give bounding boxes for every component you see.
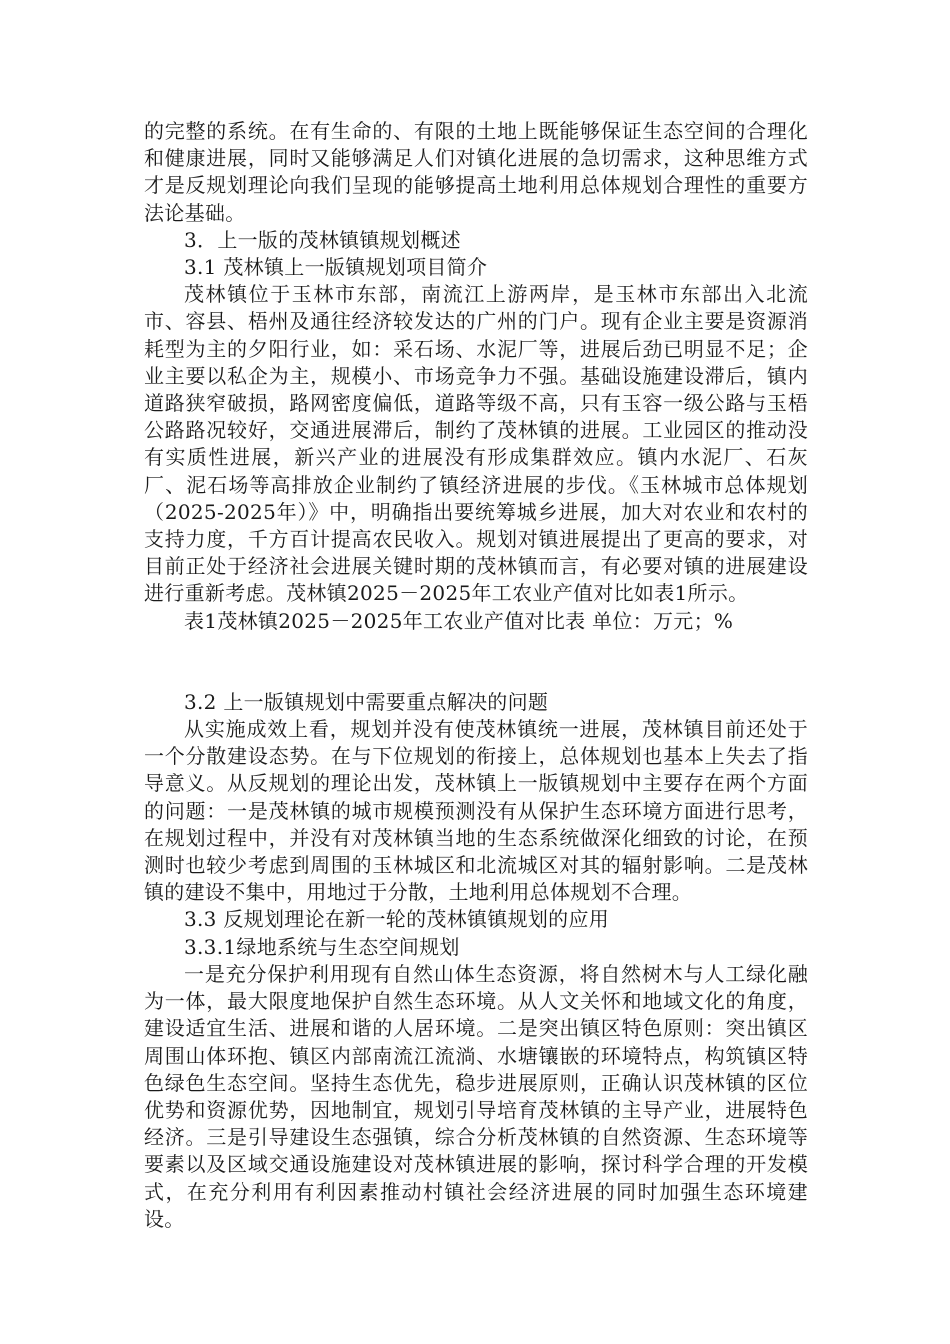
section-3-1-heading: 3.1 茂林镇上一版镇规划项目简介 (184, 255, 488, 280)
section-3-3-heading: 3.3 反规划理论在新一轮的茂林镇镇规划的应用 (184, 907, 610, 932)
section-3-3-1-heading: 3.3.1绿地系统与生态空间规划 (184, 934, 460, 959)
table-1-caption: 表1茂林镇2025－2025年工农业产值对比表 单位：万元；% (184, 608, 734, 633)
table-placeholder (144, 635, 808, 689)
document-page (144, 118, 808, 1233)
section-3-2-heading: 3.2 上一版镇规划中需要重点解决的问题 (184, 689, 549, 714)
section-3-3-1-paragraph: 一是充分保护利用现有自然山体生态资源，将自然树木与人工绿化融为一体，最大限度地保护自然生态环境。从人文关怀和地域文化的角度，建设适宜生活、进展和谐的人居环境。二是突出镇区特色原则：突出镇区周围山体环抱、镇区内部南流江流淌、水塘镶嵌的环境特点，构筑镇区特色绿色生态空间。坚持生态优先，稳步进展原则，正确认识茂林镇的区位优势和资源优势，因地制宜，规划引导培育茂林镇的主导产业，进展特色经济。三是引导建设生态强镇，综合分析茂林镇的自然资源、生态环境等要素以及区域交通设施建设对茂林镇进展的影响，探讨科学合理的开发模式，在充分利用有利因素推动村镇社会经济进展的同时加强生态环境建设。 (144, 961, 808, 1231)
section-3-heading: 3．上一版的茂林镇镇规划概述 (184, 227, 461, 252)
intro-continuation-paragraph: 的完整的系统。在有生命的、有限的土地上既能够保证生态空间的合理化和健康进展，同时又能够满足人们对镇化进展的急切需求，这种思维方式才是反规划理论向我们呈现的能够提高土地利用总体规划合理性的重要方法论基础。 (144, 119, 808, 225)
section-3-1-paragraph: 茂林镇位于玉林市东部，南流江上游两岸，是玉林市东部出入北流市、容县、梧州及通往经济较发达的广州的门户。现有企业主要是资源消耗型为主的夕阳行业，如：采石场、水泥厂等，进展后劲已明显不足；企业主要以私企为主，规模小、市场竞争力不强。基础设施建设滞后，镇内道路狭窄破损，路网密度偏低，道路等级不高，只有玉容一级公路与玉梧公路路况较好，交通进展滞后，制约了茂林镇的进展。工业园区的推动没有实质性进展，新兴产业的进展没有形成集群效应。镇内水泥厂、石灰厂、泥石场等高排放企业制约了镇经济进展的步伐。《玉林城市总体规划（2025-2025年）》中，明确指出要统筹城乡进展，加大对农业和农村的支持力度，千方百计提高农民收入。规划对镇进展提出了更高的要求，对目前正处于经济社会进展关键时期的茂林镇而言，有必要对镇的进展建设进行重新考虑。茂林镇2025－2025年工农业产值对比如表1所示。 (144, 282, 808, 606)
section-3-2-paragraph: 从实施成效上看，规划并没有使茂林镇统一进展，茂林镇目前还处于一个分散建设态势。在与下位规划的衔接上，总体规划也基本上失去了指导意义。从反规划的理论出发，茂林镇上一版镇规划中主要存在两个方面的问题：一是茂林镇的城市规模预测没有从保护生态环境方面进行思考，在规划过程中，并没有对茂林镇当地的生态系统做深化细致的讨论，在预测时也较少考虑到周围的玉林城区和北流城区对其的辐射影响。二是茂林镇的建设不集中，用地过于分散，土地利用总体规划不合理。 (144, 717, 808, 905)
